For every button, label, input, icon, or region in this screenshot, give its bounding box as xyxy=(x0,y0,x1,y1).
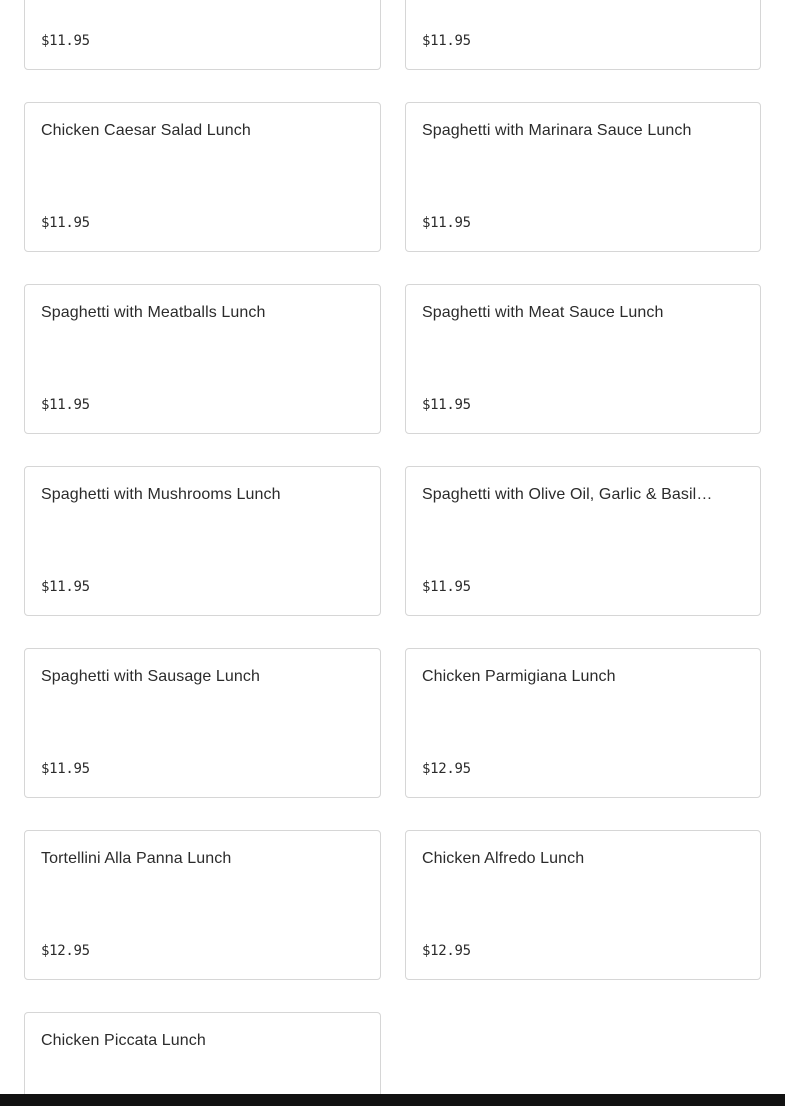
menu-item-card[interactable] xyxy=(24,648,381,798)
menu-item-price: $11.95 xyxy=(422,397,471,413)
menu-item-card[interactable] xyxy=(24,830,381,980)
menu-item-price: $11.95 xyxy=(41,215,90,231)
menu-item-name: Chicken Alfredo Lunch xyxy=(422,850,585,867)
menu-item-name: Spaghetti with Sausage Lunch xyxy=(41,668,260,685)
menu-item-card[interactable] xyxy=(24,0,381,70)
menu-item-price: $11.95 xyxy=(41,761,90,777)
menu-item-price: $12.95 xyxy=(41,943,90,959)
menu-item-price: $11.95 xyxy=(41,579,90,595)
menu-item-card[interactable] xyxy=(405,648,761,798)
menu-item-card[interactable] xyxy=(24,1012,381,1106)
menu-item-price: $11.95 xyxy=(422,33,471,49)
menu-item-card[interactable] xyxy=(24,102,381,252)
menu-item-card[interactable] xyxy=(24,466,381,616)
menu-item-price: $12.95 xyxy=(422,761,471,777)
menu-item-name: Spaghetti with Mushrooms Lunch xyxy=(41,486,281,503)
menu-item-price: $11.95 xyxy=(41,397,90,413)
menu-item-name: Spaghetti with Meat Sauce Lunch xyxy=(422,304,664,321)
menu-item-name: Spaghetti with Marinara Sauce Lunch xyxy=(422,122,692,139)
menu-item-card[interactable] xyxy=(405,284,761,434)
menu-item-name: Spaghetti with Meatballs Lunch xyxy=(41,304,266,321)
bottom-bar xyxy=(0,1094,785,1106)
menu-item-price: $11.95 xyxy=(41,33,90,49)
menu-item-price: $12.95 xyxy=(422,943,471,959)
menu-item-card[interactable] xyxy=(405,830,761,980)
menu-item-card[interactable] xyxy=(24,284,381,434)
menu-item-name: Chicken Piccata Lunch xyxy=(41,1032,206,1049)
menu-item-card[interactable] xyxy=(405,466,761,616)
menu-item-name: Tortellini Alla Panna Lunch xyxy=(41,850,232,867)
menu-item-name: Chicken Parmigiana Lunch xyxy=(422,668,616,685)
menu-item-name: Spaghetti with Olive Oil, Garlic & Basil… xyxy=(422,486,713,503)
menu-item-price: $11.95 xyxy=(422,579,471,595)
menu-item-name: Chicken Caesar Salad Lunch xyxy=(41,122,251,139)
menu-item-price: $11.95 xyxy=(422,215,471,231)
menu-item-card[interactable] xyxy=(405,0,761,70)
menu-item-card[interactable] xyxy=(405,102,761,252)
